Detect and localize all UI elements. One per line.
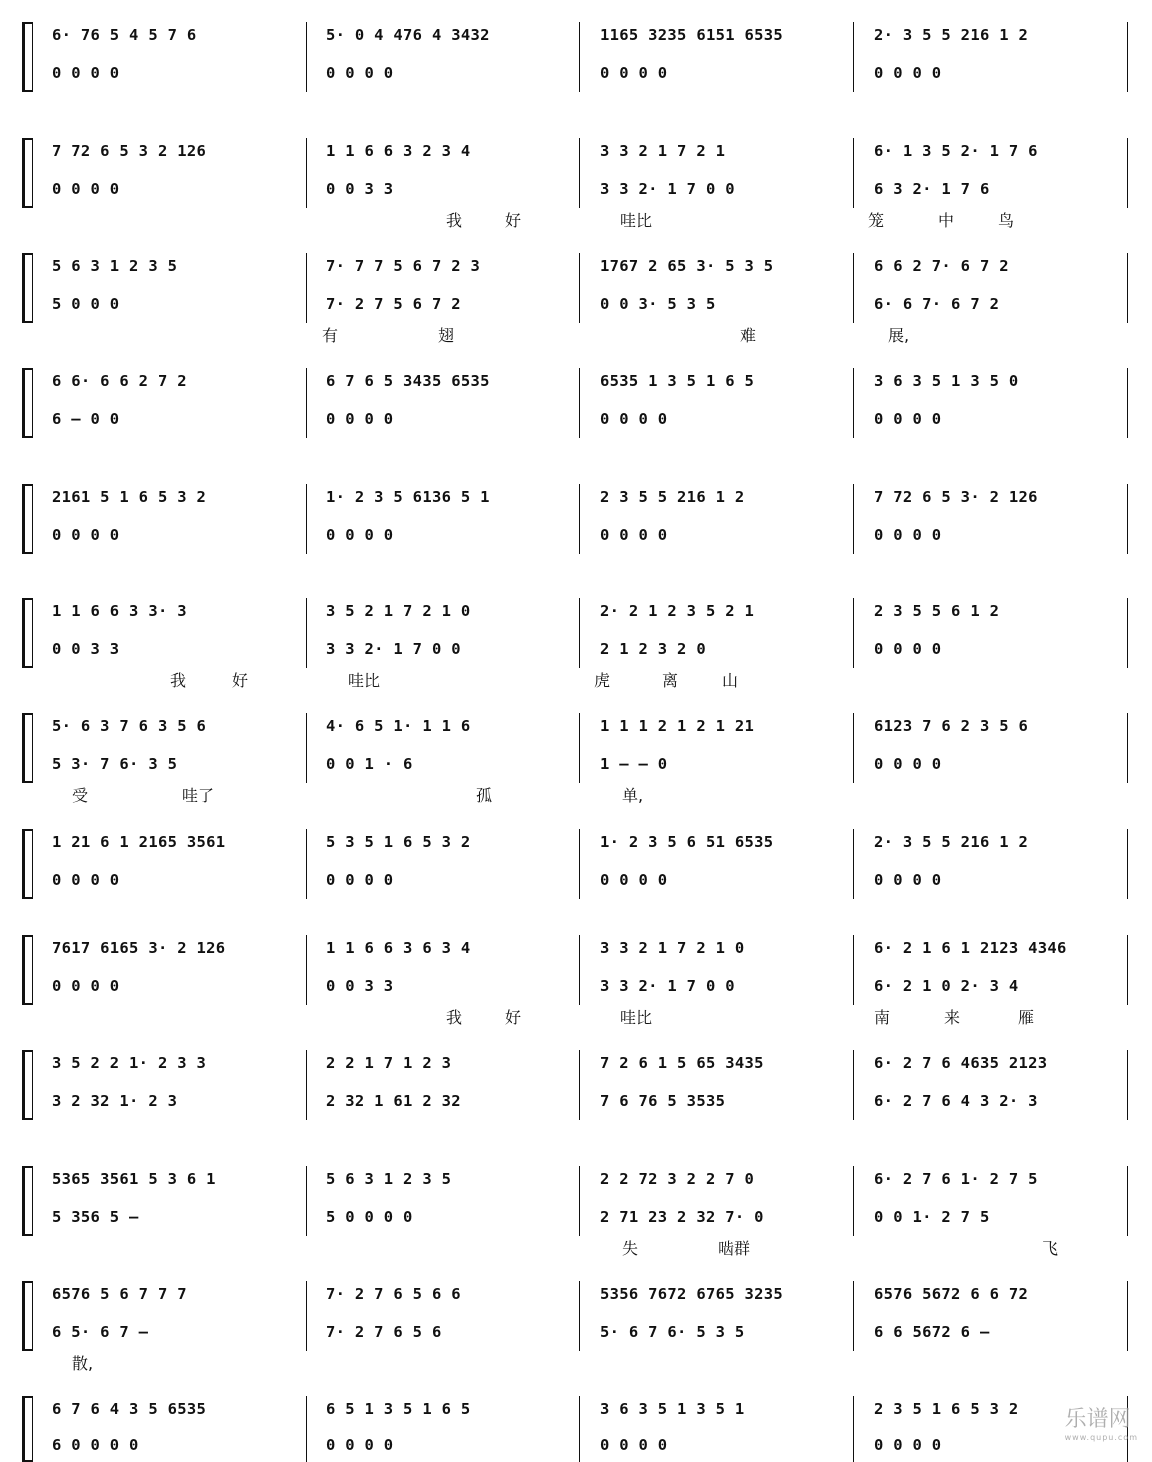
measure: 7· 7 7 5 6 7 2 3 — [326, 257, 481, 275]
lyric: 受 — [72, 786, 89, 805]
measure: 1767 2 65 3· 5 3 5 — [600, 257, 774, 275]
measure: 2 1 2 3 2 0 — [600, 640, 706, 658]
measure: 6576 5672 6 6 72 — [874, 1285, 1029, 1303]
system-brace-line — [32, 484, 33, 554]
system-brace-line — [32, 368, 33, 438]
measure: 5 3 5 1 6 5 3 2 — [326, 833, 471, 851]
measure: 0 0 0 0 — [874, 755, 942, 773]
measure: 4· 6 5 1· 1 1 6 — [326, 717, 471, 735]
lyric: 来 — [944, 1008, 961, 1027]
barline — [853, 22, 854, 92]
lyric: 散, — [72, 1354, 94, 1373]
site-watermark — [1065, 1402, 1138, 1442]
measure: 5356 7672 6765 3235 — [600, 1285, 784, 1303]
barline — [853, 484, 854, 554]
measure: 0 0 0 0 — [600, 64, 668, 82]
lyric: 哇比 — [620, 1008, 653, 1027]
system-brace-line — [32, 138, 33, 208]
measure: 7· 2 7 5 6 7 2 — [326, 295, 461, 313]
measure: 3 3 2 1 7 2 1 0 — [600, 939, 745, 957]
measure: 2 71 23 2 32 7· 0 — [600, 1208, 764, 1226]
lyric: 好 — [232, 671, 249, 690]
system-brace-line — [32, 1166, 33, 1236]
lyric: 翅 — [438, 326, 455, 345]
lyric: 展, — [888, 326, 910, 345]
lyric: 飞 — [1042, 1239, 1059, 1258]
barline — [1127, 138, 1128, 208]
barline — [579, 598, 580, 668]
lyric: 孤 — [476, 786, 493, 805]
barline — [853, 1166, 854, 1236]
lyric: 雁 — [1018, 1008, 1035, 1027]
measure: 2· 2 1 2 3 5 2 1 — [600, 602, 755, 620]
measure: 3 3 2· 1 7 0 0 — [600, 180, 735, 198]
barline — [579, 1396, 580, 1462]
measure: 0 0 0 0 — [600, 871, 668, 889]
measure: 7617 6165 3· 2 126 — [52, 939, 226, 957]
system-brace-line — [32, 1050, 33, 1120]
measure: 3 5 2 1 7 2 1 0 — [326, 602, 471, 620]
measure: 6· 6 7· 6 7 2 — [874, 295, 1000, 313]
barline — [306, 138, 307, 208]
lyric: 我 — [446, 211, 463, 230]
barline — [1127, 829, 1128, 899]
lyric: 离 — [662, 671, 679, 690]
barline — [853, 368, 854, 438]
barline — [579, 713, 580, 783]
measure: 2 3 5 1 6 5 3 2 — [874, 1400, 1019, 1418]
measure: 0 0 1 · 6 — [326, 755, 413, 773]
measure: 6535 1 3 5 1 6 5 — [600, 372, 755, 390]
measure: 0 0 0 0 — [52, 64, 120, 82]
barline — [306, 1281, 307, 1351]
lyric: 我 — [446, 1008, 463, 1027]
system-brace-line — [32, 22, 33, 92]
measure: 0 0 1· 2 7 5 — [874, 1208, 990, 1226]
barline — [579, 1281, 580, 1351]
measure: 6· 2 7 6 1· 2 7 5 — [874, 1170, 1038, 1188]
measure: 6 6 5672 6 – — [874, 1323, 990, 1341]
measure: 3 3 2 1 7 2 1 — [600, 142, 726, 160]
measure: 0 0 0 0 — [326, 64, 394, 82]
barline — [579, 22, 580, 92]
measure: 6· 2 1 6 1 2123 4346 — [874, 939, 1067, 957]
measure: 6· 76 5 4 5 7 6 — [52, 26, 197, 44]
barline — [579, 138, 580, 208]
measure: 0 0 0 0 — [326, 1436, 394, 1454]
barline — [579, 1050, 580, 1120]
measure: 0 0 3· 5 3 5 — [600, 295, 716, 313]
measure: 5365 3561 5 3 6 1 — [52, 1170, 216, 1188]
measure: 1· 2 3 5 6 51 6535 — [600, 833, 774, 851]
measure: 0 0 0 0 — [874, 410, 942, 428]
measure: 6· 2 7 6 4 3 2· 3 — [874, 1092, 1038, 1110]
barline — [1127, 22, 1128, 92]
lyric: 南 — [874, 1008, 891, 1027]
barline — [1127, 253, 1128, 323]
score-system — [22, 484, 1134, 554]
barline — [1127, 368, 1128, 438]
lyric: 有 — [322, 326, 339, 345]
score-system — [22, 22, 1134, 92]
measure: 1· 2 3 5 6136 5 1 — [326, 488, 490, 506]
lyric: 好 — [505, 211, 522, 230]
watermark-logo-text: 乐谱网 — [1064, 1407, 1131, 1432]
barline — [306, 1050, 307, 1120]
score-system — [22, 1050, 1134, 1120]
measure: 6 3 2· 1 7 6 — [874, 180, 990, 198]
measure: 1 21 6 1 2165 3561 — [52, 833, 226, 851]
measure: 0 0 0 0 — [600, 526, 668, 544]
measure: 3 6 3 5 1 3 5 0 — [874, 372, 1019, 390]
measure: 2· 3 5 5 216 1 2 — [874, 26, 1029, 44]
measure: 6 5 1 3 5 1 6 5 — [326, 1400, 471, 1418]
lyric: 好 — [505, 1008, 522, 1027]
barline — [579, 368, 580, 438]
score-system — [22, 935, 1134, 1027]
barline — [306, 935, 307, 1005]
barline — [853, 713, 854, 783]
barline — [853, 138, 854, 208]
measure: 5· 6 3 7 6 3 5 6 — [52, 717, 207, 735]
measure: 2 2 72 3 2 2 7 0 — [600, 1170, 755, 1188]
barline — [306, 484, 307, 554]
barline — [853, 253, 854, 323]
barline — [853, 935, 854, 1005]
barline — [306, 598, 307, 668]
measure: 5 3· 7 6· 3 5 — [52, 755, 178, 773]
measure: 6 6· 6 6 2 7 2 — [52, 372, 187, 390]
lyric: 啮群 — [718, 1239, 751, 1258]
barline — [579, 829, 580, 899]
system-brace-line — [32, 713, 33, 783]
measure: 0 0 0 0 — [52, 526, 120, 544]
measure: 6 5· 6 7 – — [52, 1323, 149, 1341]
measure: 0 0 0 0 — [600, 1436, 668, 1454]
measure: 5 0 0 0 0 — [326, 1208, 413, 1226]
barline — [306, 368, 307, 438]
score-system — [22, 1166, 1134, 1258]
barline — [853, 1050, 854, 1120]
barline — [579, 1166, 580, 1236]
system-brace-line — [32, 1281, 33, 1351]
lyric: 哇比 — [620, 211, 653, 230]
measure: 0 0 0 0 — [52, 871, 120, 889]
measure: 0 0 0 0 — [52, 180, 120, 198]
measure: 1165 3235 6151 6535 — [600, 26, 784, 44]
measure: 2 3 5 5 6 1 2 — [874, 602, 1000, 620]
measure: 3 6 3 5 1 3 5 1 — [600, 1400, 745, 1418]
measure: 7· 2 7 6 5 6 — [326, 1323, 442, 1341]
measure: 3 5 2 2 1· 2 3 3 — [52, 1054, 207, 1072]
measure: 6 – 0 0 — [52, 410, 120, 428]
measure: 0 0 0 0 — [326, 410, 394, 428]
measure: 6· 1 3 5 2· 1 7 6 — [874, 142, 1038, 160]
barline — [1127, 1166, 1128, 1236]
barline — [579, 484, 580, 554]
measure: 7 72 6 5 3 2 126 — [52, 142, 207, 160]
measure: 0 0 0 0 — [326, 871, 394, 889]
score-system — [22, 713, 1134, 805]
measure: 2· 3 5 5 216 1 2 — [874, 833, 1029, 851]
system-brace-line — [32, 598, 33, 668]
lyric: 中 — [938, 211, 955, 230]
barline — [1127, 713, 1128, 783]
measure: 6123 7 6 2 3 5 6 — [874, 717, 1029, 735]
measure: 5 356 5 – — [52, 1208, 139, 1226]
score-system — [22, 1281, 1134, 1373]
barline — [1127, 935, 1128, 1005]
measure: 7 2 6 1 5 65 3435 — [600, 1054, 764, 1072]
measure: 3 3 2· 1 7 0 0 — [600, 977, 735, 995]
score-system — [22, 598, 1134, 690]
score-system — [22, 829, 1134, 899]
system-brace-line — [32, 935, 33, 1005]
lyric: 鸟 — [998, 211, 1015, 230]
measure: 6 7 6 5 3435 6535 — [326, 372, 490, 390]
measure: 5 6 3 1 2 3 5 — [52, 257, 178, 275]
measure: 0 0 0 0 — [874, 64, 942, 82]
lyric: 失 — [622, 1239, 639, 1258]
measure: 1 1 1 2 1 2 1 21 — [600, 717, 755, 735]
measure: 0 0 0 0 — [874, 871, 942, 889]
lyric: 哇比 — [348, 671, 381, 690]
measure: 6 0 0 0 0 — [52, 1436, 139, 1454]
score-system — [22, 253, 1134, 345]
score-system — [22, 368, 1134, 438]
measure: 6· 2 1 0 2· 3 4 — [874, 977, 1019, 995]
measure: 0 0 0 0 — [874, 1436, 942, 1454]
measure: 0 0 0 0 — [600, 410, 668, 428]
measure: 0 0 3 3 — [326, 977, 394, 995]
lyric: 山 — [722, 671, 739, 690]
lyric: 我 — [170, 671, 187, 690]
lyric: 笼 — [868, 211, 885, 230]
measure: 3 3 2· 1 7 0 0 — [326, 640, 461, 658]
lyric: 单, — [622, 786, 644, 805]
measure: 1 – – 0 — [600, 755, 668, 773]
barline — [853, 829, 854, 899]
measure: 2161 5 1 6 5 3 2 — [52, 488, 207, 506]
system-brace-line — [32, 253, 33, 323]
measure: 3 2 32 1· 2 3 — [52, 1092, 178, 1110]
barline — [579, 253, 580, 323]
barline — [306, 253, 307, 323]
lyric: 虎 — [594, 671, 611, 690]
barline — [853, 1281, 854, 1351]
measure: 6 6 2 7· 6 7 2 — [874, 257, 1009, 275]
barline — [306, 713, 307, 783]
measure: 2 32 1 61 2 32 — [326, 1092, 461, 1110]
measure: 0 0 3 3 — [326, 180, 394, 198]
score-system — [22, 1396, 1134, 1462]
measure: 2 2 1 7 1 2 3 — [326, 1054, 452, 1072]
measure: 0 0 0 0 — [52, 977, 120, 995]
watermark-url: www.qupu.com — [1064, 1433, 1138, 1442]
barline — [1127, 1050, 1128, 1120]
barline — [306, 829, 307, 899]
barline — [306, 1166, 307, 1236]
system-brace-line — [32, 829, 33, 899]
measure: 5 6 3 1 2 3 5 — [326, 1170, 452, 1188]
measure: 0 0 0 0 — [874, 526, 942, 544]
barline — [853, 1396, 854, 1462]
measure: 6 7 6 4 3 5 6535 — [52, 1400, 207, 1418]
barline — [306, 22, 307, 92]
barline — [579, 935, 580, 1005]
lyric: 难 — [740, 326, 757, 345]
measure: 6576 5 6 7 7 7 — [52, 1285, 187, 1303]
measure: 2 3 5 5 216 1 2 — [600, 488, 745, 506]
barline — [1127, 484, 1128, 554]
system-brace-line — [32, 1396, 33, 1462]
barline — [1127, 598, 1128, 668]
measure: 5· 0 4 476 4 3432 — [326, 26, 490, 44]
barline — [853, 598, 854, 668]
measure: 0 0 0 0 — [874, 640, 942, 658]
measure: 1 1 6 6 3 3· 3 — [52, 602, 187, 620]
measure: 7 72 6 5 3· 2 126 — [874, 488, 1038, 506]
measure: 6· 2 7 6 4635 2123 — [874, 1054, 1048, 1072]
measure: 7· 2 7 6 5 6 6 — [326, 1285, 461, 1303]
barline — [1127, 1281, 1128, 1351]
lyric: 哇了 — [182, 786, 215, 805]
measure: 5 0 0 0 — [52, 295, 120, 313]
measure: 7 6 76 5 3535 — [600, 1092, 726, 1110]
measure: 1 1 6 6 3 2 3 4 — [326, 142, 471, 160]
measure: 1 1 6 6 3 6 3 4 — [326, 939, 471, 957]
measure: 0 0 0 0 — [326, 526, 394, 544]
barline — [306, 1396, 307, 1462]
measure: 0 0 3 3 — [52, 640, 120, 658]
measure: 5· 6 7 6· 5 3 5 — [600, 1323, 745, 1341]
score-system — [22, 138, 1134, 230]
